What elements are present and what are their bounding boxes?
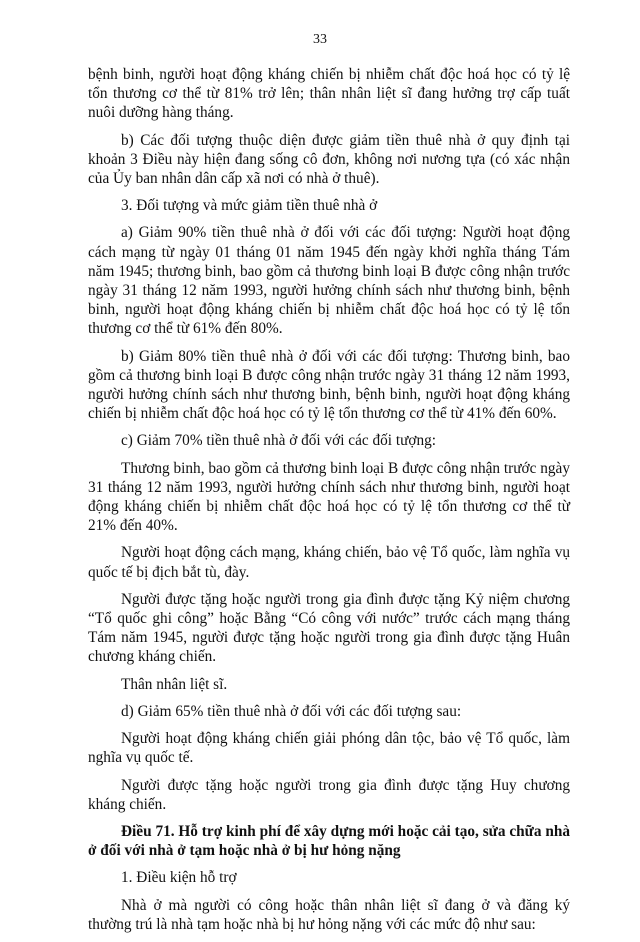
paragraph-clause-c-70: c) Giảm 70% tiền thuê nhà ở đối với các đối tượng:: [121, 432, 437, 450]
paragraph-c-item-prisoners: Người hoạt động cách mạng, kháng chiến, bảo vệ Tổ quốc, làm nghĩa vụ quốc tế bị địch bắt tù, đày.: [88, 544, 570, 581]
paragraph-clause-b-80: b) Giảm 80% tiền thuê nhà ở đối với các đối tượng: Thương binh, bao gồm cả thương binh loại B được công nhận trước ngày 31 tháng 12 năm 1993, người hưởng chính sách như thương binh, bệnh binh, người hoạt động kháng chiến bị nhiễm chất độc hoá học có tỷ lệ tổn thương cơ thể từ 41% đến 60%.: [88, 347, 570, 423]
paragraph-d-item-medal: Người được tặng hoặc người trong gia đình được tặng Huy chương kháng chiến.: [88, 776, 570, 813]
paragraph-c-item-awards: Người được tặng hoặc người trong gia đình được tặng Kỷ niệm chương “Tổ quốc ghi công” hoặc Bằng “Có công với nước” trước cách mạng tháng Tám năm 1945, người được tặng hoặc người trong gia đình được tặng Huân chương kháng chiến.: [88, 590, 570, 666]
page-number: 33: [313, 32, 327, 47]
paragraph-continuation: bệnh binh, người hoạt động kháng chiến bị nhiễm chất độc hoá học có tỷ lệ tổn thương cơ thể từ 81% trở lên; thân nhân liệt sĩ đang hưởng trợ cấp tuất nuôi dưỡng hàng tháng.: [88, 66, 570, 122]
paragraph-section-3-title: 3. Đối tượng và mức giảm tiền thuê nhà ở: [121, 197, 378, 215]
paragraph-section-1-title: 1. Điều kiện hỗ trợ: [121, 869, 237, 887]
paragraph-d-item-resistance: Người hoạt động kháng chiến giải phóng dân tộc, bảo vệ Tổ quốc, làm nghĩa vụ quốc tế.: [88, 730, 570, 767]
document-body: [88, 65, 570, 942]
paragraph-clause-a-90: a) Giảm 90% tiền thuê nhà ở đối với các đối tượng: Người hoạt động cách mạng từ ngày 01 tháng 01 năm 1945 đến ngày khởi nghĩa tháng Tám năm 1945; thương binh, bao gồm cả thương binh loại B được công nhận trước ngày 31 tháng 12 năm 1993, người hưởng chính sách như thương binh, bệnh binh, người hoạt động kháng chiến bị nhiễm chất độc hoá học có tỷ lệ tổn thương cơ thể từ 61% đến 80%.: [88, 224, 570, 338]
paragraph-clause-d-65: d) Giảm 65% tiền thuê nhà ở đối với các đối tượng sau:: [121, 702, 462, 720]
paragraph-c-item-wounded: Thương binh, bao gồm cả thương binh loại B được công nhận trước ngày 31 tháng 12 năm 1993, người hưởng chính sách như thương binh, người hoạt động kháng chiến bị nhiễm chất độc hoá học có tỷ lệ tổn thương cơ thể từ 21% đến 40%.: [88, 459, 570, 535]
article-71-heading: Điều 71. Hỗ trợ kinh phí để xây dựng mới hoặc cải tạo, sửa chữa nhà ở đối với nhà ở tạm hoặc nhà ở bị hư hỏng nặng: [88, 822, 570, 860]
paragraph-conditions: Nhà ở mà người có công hoặc thân nhân liệt sĩ đang ở và đăng ký thường trú là nhà tạm hoặc nhà bị hư hỏng nặng với các mức độ như sau:: [88, 896, 570, 933]
paragraph-c-item-martyr-relatives: Thân nhân liệt sĩ.: [121, 675, 228, 693]
paragraph-clause-b-lonely: b) Các đối tượng thuộc diện được giảm tiền thuê nhà ở quy định tại khoản 3 Điều này hiện đang sống cô đơn, không nơi nương tựa (có xác nhận của Ủy ban nhân dân cấp xã nơi có nhà ở thuê).: [88, 131, 570, 188]
